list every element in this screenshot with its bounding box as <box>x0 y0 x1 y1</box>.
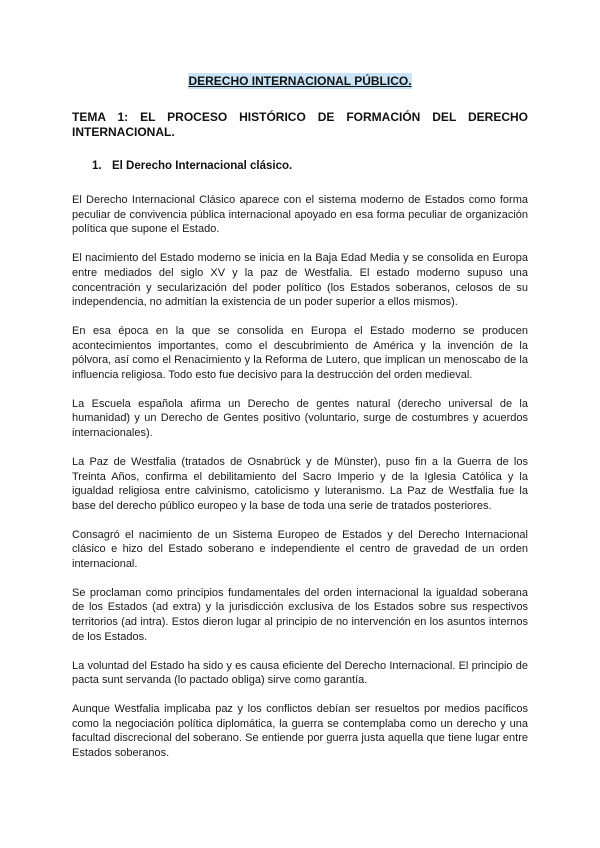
section-heading <box>72 159 528 174</box>
paragraph: Se proclaman como principios fundamentales del orden internacional la igualdad soberana de los Estados (ad extra) y la jurisdicción exclusiva de los Estados sobre sus respectivos territorios (ad intra). Estos dieron lugar al principio de no intervención en los asuntos internos de los Estados. <box>72 586 528 643</box>
tema-heading: TEMA 1: EL PROCESO HISTÓRICO DE FORMACIÓN DEL DERECHO INTERNACIONAL. <box>72 110 528 139</box>
paragraph: El nacimiento del Estado moderno se inicia en la Baja Edad Media y se consolida en Europa entre mediados del siglo XV y la paz de Westfalia. El estado moderno supuso una concentración y secularización del poder político (los Estados soberanos, celosos de su independencia, no admitían la existencia de un poder superior a ellos mismos). <box>72 252 528 309</box>
paragraph: En esa época en la que se consolida en Europa el Estado moderno se producen acontecimientos importantes, como el descubrimiento de América y la invención de la pólvora, así como el Renacimiento y la Reforma de Lutero, que implican un menoscabo de la influencia religiosa. Todo esto fue decisivo para la destrucción del orden medieval. <box>72 324 528 382</box>
title-container <box>72 0 528 90</box>
document-title: DERECHO INTERNACIONAL PÚBLICO. <box>188 74 412 88</box>
paragraph: La voluntad del Estado ha sido y es causa eficiente del Derecho Internacional. El principio de pacta sunt servanda (lo pactado obliga) sirve como garantía. <box>72 659 528 687</box>
section-number: 1. <box>92 160 102 172</box>
paragraph: Aunque Westfalia implicaba paz y los conflictos debían ser resueltos por medios pacíficos como la negociación política diplomática, la guerra se contemplaba como un derecho y una facultad discrecional del soberano. Se entiende por guerra justa aquella que tiene lugar entre Estados soberanos. <box>72 702 528 760</box>
paragraph: Consagró el nacimiento de un Sistema Europeo de Estados y del Derecho Internacional clásico e hizo del Estado soberano e independiente el centro de gravedad de un orden internacional. <box>72 528 528 571</box>
paragraph: El Derecho Internacional Clásico aparece con el sistema moderno de Estados como forma peculiar de convivencia pública internacional apoyado en esa forma peculiar de organización política que supone el Estado. <box>72 194 528 236</box>
paragraph: La Paz de Westfalia (tratados de Osnabrück y de Münster), puso fin a la Guerra de los Treinta Años, confirma el debilitamiento del Sacro Imperio y de la Iglesia Católica y la igualdad religiosa entre calvinismo, catolicismo y luteranismo. La Paz de Westfalia fue la base del derecho público europeo y la base de toda una serie de tratados posteriores. <box>72 455 528 512</box>
section-title: El Derecho Internacional clásico. <box>112 160 293 172</box>
paragraph: La Escuela española afirma un Derecho de gentes natural (derecho universal de la humanidad) y un Derecho de Gentes positivo (voluntario, surge de costumbres y acuerdos internacionales). <box>72 397 528 440</box>
